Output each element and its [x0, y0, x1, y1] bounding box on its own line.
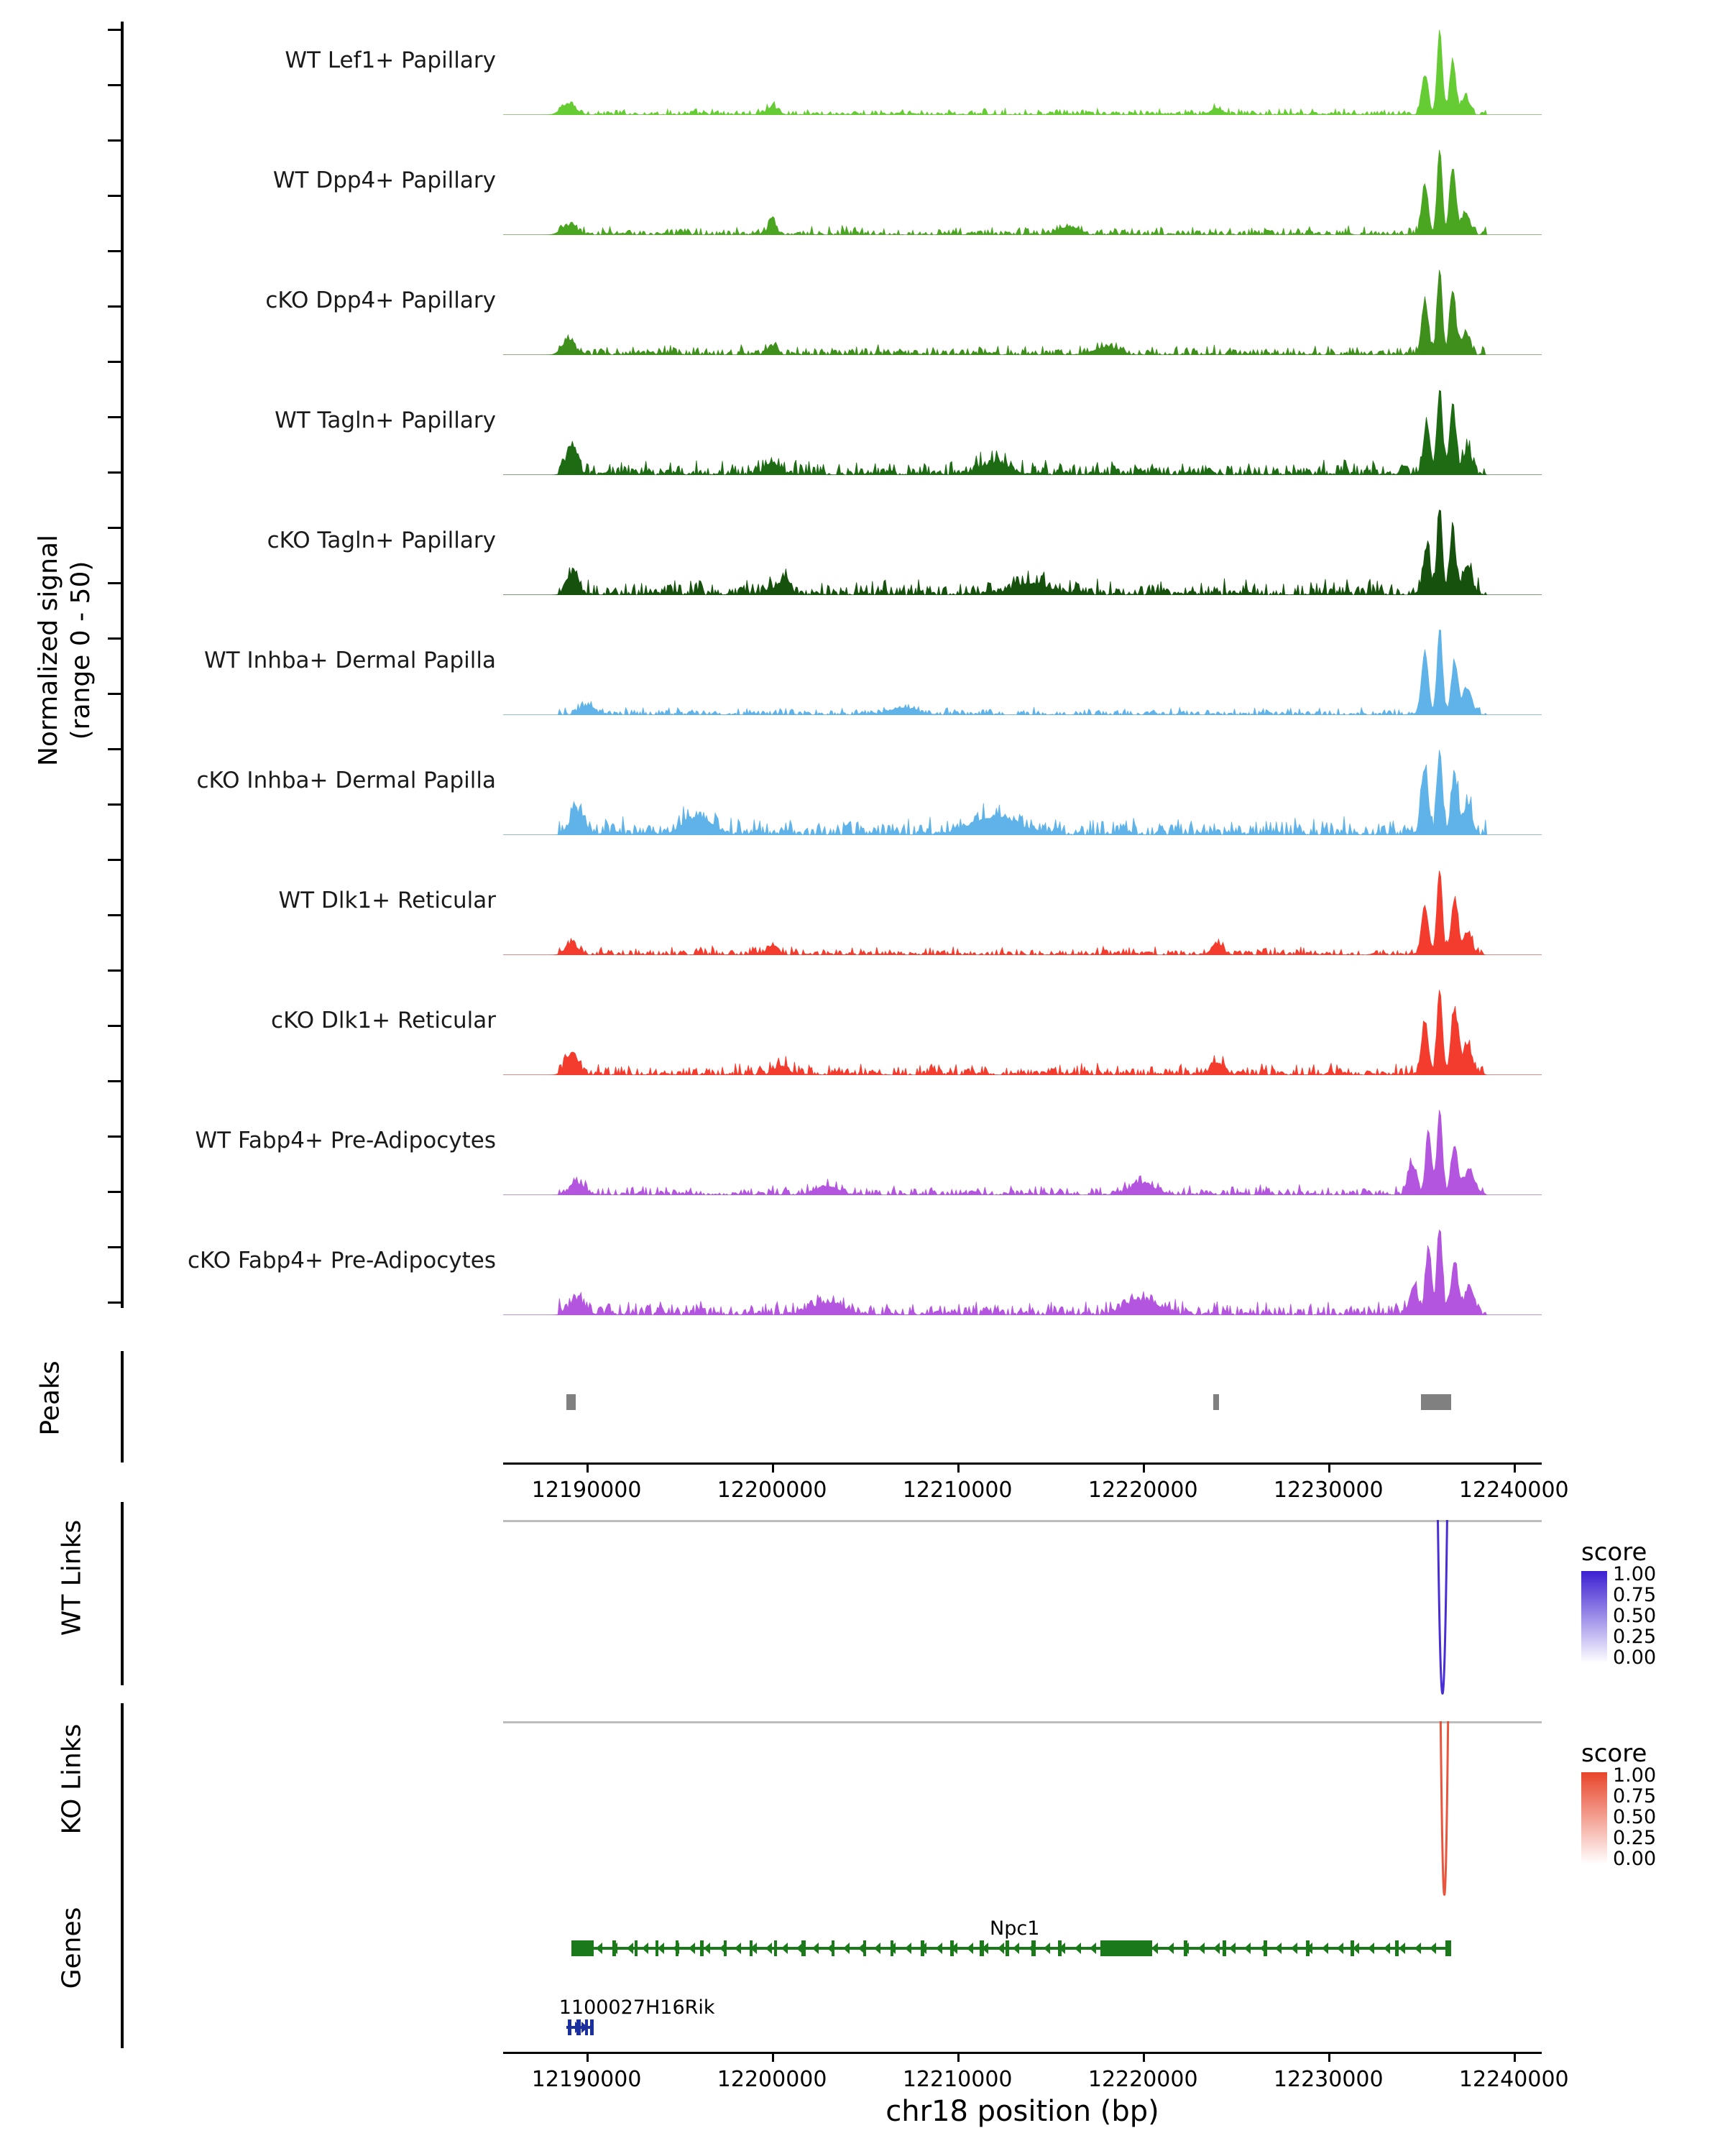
wt-links-panel-label-text: WT Links — [57, 1519, 87, 1636]
track-label: cKO Dlk1+ Reticular — [271, 1008, 496, 1033]
x-axis-tick-label: 12200000 — [717, 2067, 827, 2092]
y-axis-tick — [108, 693, 124, 695]
gene-exon — [635, 1940, 638, 1956]
ko-links-legend-title: score — [1581, 1739, 1647, 1768]
x-axis-tick — [586, 2054, 589, 2062]
gene-exon — [576, 2019, 581, 2035]
y-axis-tick — [108, 29, 124, 31]
gene-strand-arrow-icon — [1213, 1943, 1220, 1954]
x-axis-tick-label: 12220000 — [1087, 1478, 1198, 1503]
track-signal — [503, 387, 1542, 475]
gene-strand-arrow-icon — [627, 1943, 633, 1954]
gene-exon — [801, 1940, 805, 1956]
gene-exon — [774, 1940, 778, 1956]
track-signal — [503, 507, 1542, 595]
track-signal — [503, 627, 1542, 715]
x-axis-tick — [772, 1465, 774, 1473]
coverage-track — [503, 987, 1542, 1075]
track-label: cKO Dpp4+ Papillary — [265, 287, 496, 313]
y-axis-tick — [108, 1191, 124, 1193]
gene-strand-arrow-icon — [936, 1943, 942, 1954]
x-axis-tick-label: 12240000 — [1458, 1478, 1569, 1503]
x-axis-tick — [1328, 2054, 1330, 2062]
track-label: cKO Fabp4+ Pre-Adipocytes — [188, 1248, 496, 1273]
gene-strand-arrow-icon — [596, 1943, 602, 1954]
x-axis-tick — [1143, 1465, 1145, 1473]
track-label: WT Inhba+ Dermal Papilla — [204, 648, 496, 673]
genes-panel-label — [0, 1907, 165, 1989]
gene-strand-arrow-icon — [1075, 1943, 1081, 1954]
genes-panel-label-text: Genes — [57, 1907, 87, 1989]
gene-strand-arrow-icon — [998, 1943, 1004, 1954]
x-axis-tick — [586, 1465, 589, 1473]
track-signal — [503, 867, 1542, 955]
gene-strand-arrow-icon — [704, 1943, 710, 1954]
x-axis-tick — [957, 2054, 960, 2062]
x-axis-tick — [1514, 2054, 1516, 2062]
gene-strand-arrow-icon — [1399, 1943, 1405, 1954]
x-axis-tick-label: 12240000 — [1458, 2067, 1569, 2092]
ko-links-legend — [1581, 1739, 1657, 1870]
wt-links-panel-label — [0, 1519, 187, 1636]
gene-exon — [585, 2019, 588, 2035]
track-label: WT Tagln+ Papillary — [275, 407, 496, 433]
y-axis-label-line1: Normalized signal — [34, 534, 63, 767]
gene-exon — [1264, 1940, 1267, 1956]
gene-exon — [1058, 1940, 1062, 1956]
ko-links-y-axis — [121, 1703, 124, 1886]
track-signal — [503, 1107, 1542, 1195]
peaks-panel-label — [0, 1360, 144, 1436]
wt-links-arcs — [503, 1520, 1542, 1685]
gene-strand-arrow-icon — [874, 1943, 880, 1954]
gene-exon — [1445, 1940, 1451, 1956]
track-label: cKO Inhba+ Dermal Papilla — [196, 768, 496, 793]
gene-strand-arrow-icon — [1244, 1943, 1251, 1954]
gene-exon — [571, 1940, 594, 1956]
coverage-track — [503, 267, 1542, 355]
y-axis-tick — [108, 1135, 124, 1138]
gene-exon — [676, 1940, 678, 1956]
gene-exon — [568, 2019, 571, 2035]
coverage-track — [503, 1107, 1542, 1195]
y-axis-tick — [108, 1302, 124, 1304]
legend-tick: 0.00 — [1613, 1848, 1657, 1870]
y-axis-tick — [108, 195, 124, 197]
y-axis-tick — [108, 305, 124, 308]
ko-links-legend-colorbar — [1581, 1772, 1607, 1864]
x-axis-tick — [957, 1465, 960, 1473]
legend-tick: 1.00 — [1613, 1563, 1657, 1585]
gene-strand-arrow-icon — [735, 1943, 741, 1954]
gene-exon — [1031, 1940, 1035, 1956]
wt-links-legend-title: score — [1581, 1538, 1647, 1567]
y-axis-label-line2: (range 0 - 50) — [66, 561, 96, 740]
link-arc-path — [1438, 1520, 1448, 1694]
y-axis-tick — [108, 582, 124, 584]
y-axis-tick — [108, 1025, 124, 1027]
x-axis-tick — [1514, 1465, 1516, 1473]
x-axis-tick — [772, 2054, 774, 2062]
legend-tick: 1.00 — [1613, 1764, 1657, 1787]
y-axis-tick — [108, 969, 124, 972]
gene-strand-arrow-icon — [1384, 1943, 1390, 1954]
track-signal — [503, 27, 1542, 115]
track-label: cKO Tagln+ Papillary — [267, 528, 496, 553]
coverage-track — [503, 867, 1542, 955]
gene-exon — [750, 1940, 753, 1956]
gene-strand-arrow-icon — [1430, 1943, 1436, 1954]
peak-region — [1421, 1394, 1450, 1410]
gene-exon — [612, 1940, 616, 1956]
gene-exon — [950, 1940, 954, 1956]
y-axis-tick — [108, 84, 124, 86]
gene-strand-arrow-icon — [967, 1943, 973, 1954]
ko-links-legend-ticks — [1613, 1765, 1656, 1869]
gene-strand-arrow-icon — [1368, 1943, 1374, 1954]
y-axis-tick — [108, 416, 124, 418]
peaks-panel-label-text: Peaks — [35, 1360, 65, 1436]
gene-exon — [1395, 1940, 1399, 1956]
gene-exon — [724, 1940, 727, 1956]
peaks-x-axis — [503, 1462, 1542, 1465]
wt-links-legend-ticks — [1613, 1564, 1656, 1668]
legend-tick: 0.00 — [1613, 1646, 1657, 1669]
ko-links-panel-label-text: KO Links — [57, 1723, 87, 1835]
gene-strand-arrow-icon — [1167, 1943, 1174, 1954]
gene-exon — [891, 1940, 893, 1956]
gene-strand-arrow-icon — [765, 1943, 772, 1954]
peak-region — [1213, 1394, 1219, 1410]
gene-strand-arrow-icon — [812, 1943, 819, 1954]
legend-tick: 0.25 — [1613, 1626, 1657, 1648]
y-axis-tick — [108, 471, 124, 474]
legend-tick: 0.50 — [1613, 1806, 1657, 1828]
x-axis-tick-label: 12230000 — [1273, 1478, 1384, 1503]
coverage-track — [503, 27, 1542, 115]
genes-x-axis — [503, 2052, 1542, 2054]
x-axis-tick-label: 12220000 — [1087, 2067, 1198, 2092]
coverage-track — [503, 147, 1542, 235]
wt-links-legend — [1581, 1538, 1657, 1669]
wt-links-y-axis — [121, 1502, 124, 1685]
link-arc-path — [1440, 1721, 1448, 1895]
track-signal — [503, 747, 1542, 835]
gene-strand-arrow-icon — [1229, 1943, 1236, 1954]
gene-exon — [1306, 1940, 1310, 1956]
gene-exon — [863, 1940, 866, 1956]
gene-exon — [700, 1940, 704, 1956]
gene-strand-arrow-icon — [781, 1943, 788, 1954]
coverage-track — [503, 747, 1542, 835]
gene-exon — [980, 1940, 984, 1956]
coverage-track — [503, 387, 1542, 475]
gene-name-label: Npc1 — [990, 1917, 1040, 1940]
x-axis-title: chr18 position (bp) — [886, 2095, 1159, 2128]
x-axis-tick-label: 12200000 — [717, 1478, 827, 1503]
x-axis-tick-label: 12190000 — [531, 1478, 642, 1503]
gene-exon — [921, 1940, 924, 1956]
legend-tick: 0.50 — [1613, 1605, 1657, 1627]
gene-strand-arrow-icon — [905, 1943, 911, 1954]
gene-exon — [1006, 1940, 1009, 1956]
y-axis-tick — [108, 1246, 124, 1248]
gene-exon — [1351, 1940, 1354, 1956]
y-axis-tick — [108, 1080, 124, 1082]
gene-exon — [832, 1940, 835, 1956]
gene-strand-arrow-icon — [1337, 1943, 1343, 1954]
y-axis-tick — [108, 250, 124, 252]
track-label: WT Lef1+ Papillary — [285, 47, 496, 73]
x-axis-tick-label: 12210000 — [902, 2067, 1013, 2092]
legend-tick: 0.25 — [1613, 1827, 1657, 1849]
gene-strand-arrow-icon — [658, 1943, 664, 1954]
track-signal — [503, 147, 1542, 235]
legend-tick: 0.75 — [1613, 1584, 1657, 1606]
x-axis-tick-label: 12230000 — [1273, 2067, 1384, 2092]
y-axis-tick — [108, 527, 124, 529]
genes-y-axis — [121, 1883, 124, 2048]
gene-exon — [1100, 1940, 1152, 1956]
x-axis-tick — [1143, 2054, 1145, 2062]
wt-links-legend-colorbar — [1581, 1571, 1607, 1663]
y-axis-tick — [108, 859, 124, 861]
track-signal — [503, 987, 1542, 1075]
gene-exon — [656, 1940, 658, 1956]
gene-strand-arrow-icon — [1151, 1943, 1158, 1954]
x-axis-tick-label: 12210000 — [902, 1478, 1013, 1503]
gene-strand-arrow-icon — [1013, 1943, 1019, 1954]
gene-strand-arrow-icon — [1044, 1943, 1050, 1954]
y-axis-tick — [108, 914, 124, 916]
gene-exon — [1184, 1940, 1187, 1956]
gene-strand-arrow-icon — [689, 1943, 695, 1954]
gene-strand-arrow-icon — [843, 1943, 850, 1954]
y-axis-tick — [108, 748, 124, 750]
ko-links-arcs — [503, 1721, 1542, 1886]
gene-strand-arrow-icon — [1322, 1943, 1328, 1954]
coverage-track — [503, 507, 1542, 595]
track-signal — [503, 267, 1542, 355]
x-axis-tick — [1328, 1465, 1330, 1473]
gene-strand-arrow-icon — [1291, 1943, 1297, 1954]
coverage-track — [503, 1227, 1542, 1315]
track-label: WT Fabp4+ Pre-Adipocytes — [195, 1128, 496, 1153]
x-axis-tick-label: 12190000 — [531, 2067, 642, 2092]
track-label: WT Dpp4+ Papillary — [272, 167, 496, 193]
gene-exon — [1223, 1940, 1226, 1956]
gene-strand-arrow-icon — [1275, 1943, 1282, 1954]
peak-region — [566, 1394, 576, 1410]
gene-strand-arrow-icon — [1414, 1943, 1421, 1954]
legend-tick: 0.75 — [1613, 1785, 1657, 1807]
y-axis-tick — [108, 139, 124, 142]
y-axis-tick — [108, 803, 124, 806]
gene-exon — [590, 2019, 594, 2035]
gene-strand-arrow-icon — [642, 1943, 648, 1954]
gene-strand-arrow-icon — [1198, 1943, 1205, 1954]
gene-strand-arrow-icon — [1090, 1943, 1096, 1954]
ko-links-panel-label — [0, 1723, 187, 1835]
gene-name-label: 1100027H16Rik — [558, 1996, 715, 2019]
y-axis-tick — [108, 361, 124, 363]
coverage-track — [503, 627, 1542, 715]
track-label: WT Dlk1+ Reticular — [278, 888, 496, 913]
track-signal — [503, 1227, 1542, 1315]
